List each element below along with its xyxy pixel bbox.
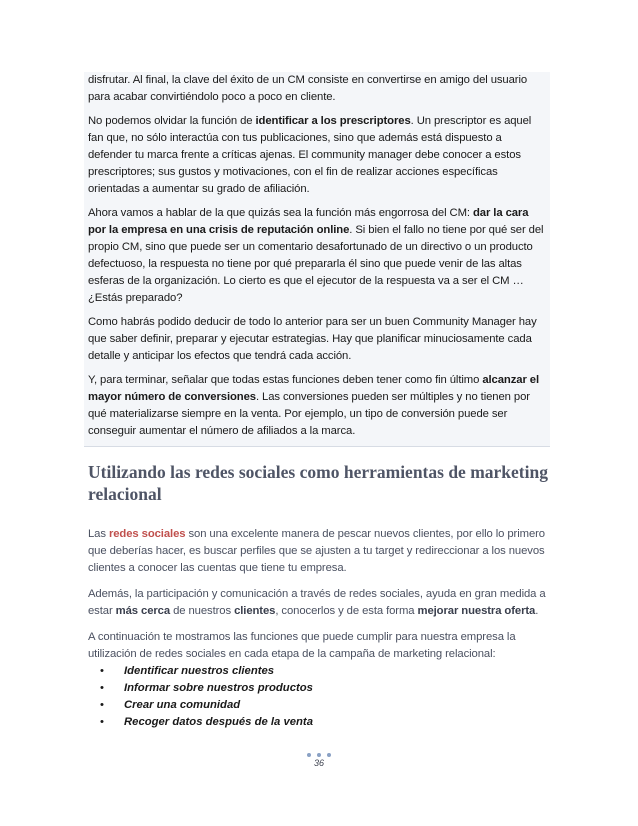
list-item-text: Recoger datos después de la venta — [124, 716, 313, 728]
page-footer — [0, 753, 638, 768]
page-number: 36 — [313, 758, 324, 768]
paragraph-5-text-a: Y, para terminar, señalar que todas estas funciones deben tener como fin último — [88, 374, 483, 386]
dot-icon — [327, 753, 331, 757]
section-paragraph-2-text-a: Además, la participación y comunicación a través de redes sociales, ayuda en gran medida a estar — [88, 588, 546, 617]
bullet-icon: • — [100, 699, 104, 711]
paragraph-5 — [88, 372, 546, 440]
list-item — [100, 697, 550, 714]
paragraph-4 — [88, 314, 546, 365]
paragraph-3-text-b: . Si bien el fallo no tiene por qué ser del propio CM, sino que puede ser un comentario desafortunado de un directivo o un producto defectuoso, la respuesta no tiene por qué prepararla él sino que puede venir de las altas esferas de la organización. Lo cierto es que el ejecutor de la respuesta va a ser el CM … ¿Estás preparado? — [88, 224, 544, 304]
section-paragraph-3-text: A continuación te mostramos las funciones que puede cumplir para nuestra empresa la utilización de redes sociales en cada etapa de la campaña de marketing relacional: — [88, 631, 516, 660]
paragraph-1 — [88, 72, 546, 106]
paragraph-3-text-a: Ahora vamos a hablar de la que quizás sea la función más engorrosa del CM: — [88, 207, 473, 219]
intro-block — [88, 72, 550, 447]
bold-mas-cerca: más cerca — [115, 605, 171, 617]
paragraph-5-text-b: . Las conversiones pueden ser múltiples y no tienen por qué materializarse siempre en la venta. Por ejemplo, un tipo de conversión puede ser conseguir aumentar el número de afiliados a la marca. — [88, 391, 530, 437]
paragraph-3-bold: dar la cara por la empresa en una crisis de reputación online — [88, 207, 529, 236]
highlight-redes-sociales: redes sociales — [108, 528, 186, 540]
bold-clientes: clientes — [234, 605, 276, 617]
section-paragraph-2-text-c: , conocerlos y de esta forma — [275, 605, 418, 617]
list-item — [100, 663, 550, 680]
bullet-icon: • — [100, 716, 104, 728]
section-body — [88, 526, 550, 731]
section-heading: Utilizando las redes sociales como herramientas de marketing relacional — [88, 462, 548, 504]
bullet-icon: • — [100, 665, 104, 677]
highlighted-text-block — [84, 72, 550, 447]
bullet-icon: • — [100, 682, 104, 694]
list-item — [100, 680, 550, 697]
section-paragraph-1-text-b: son una excelente manera de pescar nuevos clientes, por ello lo primero que deberías hacer, es buscar perfiles que se ajusten a tu target y redireccionar a los nuevos clientes a conocer las cuentas que tiene tu empresa. — [88, 528, 545, 574]
section-paragraph-1-text-a: Las — [88, 528, 109, 540]
dot-icon — [317, 753, 321, 757]
paragraph-2-bold: identificar a los prescriptores — [255, 115, 411, 127]
functions-list — [88, 663, 550, 731]
paragraph-2-text-b: . Un prescriptor es aquel fan que, no sólo interactúa con tus publicaciones, sino que además está dispuesto a defender tu marca frente a críticas ajenas. El community manager debe conocer a estos prescriptores; sus gustos y motivaciones, con el fin de realizar acciones específicas orientadas a aumentar su grado de afiliación. — [88, 115, 532, 195]
list-item-text: Informar sobre nuestros productos — [124, 682, 313, 694]
section-paragraph-1 — [88, 526, 550, 577]
list-item-text: Crear una comunidad — [124, 699, 241, 711]
dot-icon — [307, 753, 311, 757]
paragraph-5-bold: alcanzar el mayor número de conversiones — [88, 374, 540, 403]
paragraph-4-text: Como habrás podido deducir de todo lo anterior para ser un buen Community Manager hay que saber definir, preparar y ejecutar estrategias. Hay que planificar minuciosamente cada detalle y anticipar los efectos que tendrá cada acción. — [88, 316, 537, 362]
section-heading-wrap — [88, 461, 550, 505]
paragraph-2 — [88, 113, 546, 198]
section-paragraph-2 — [88, 586, 550, 620]
section-paragraph-2-text-d: . — [535, 605, 539, 617]
paragraph-3 — [88, 205, 546, 307]
bold-mejorar-oferta: mejorar nuestra oferta — [417, 605, 536, 617]
section-paragraph-2-text-b: de nuestros — [170, 605, 235, 617]
list-item-text: Identificar nuestros clientes — [124, 665, 275, 677]
section-paragraph-3 — [88, 629, 550, 663]
paragraph-1-text: disfrutar. Al final, la clave del éxito de un CM consiste en convertirse en amigo del usuario para acabar convirtiéndolo poco a poco en cliente. — [88, 74, 528, 103]
list-item — [100, 714, 550, 731]
paragraph-2-text-a: No podemos olvidar la función de — [88, 115, 256, 127]
footer-dots-icon — [0, 753, 638, 757]
